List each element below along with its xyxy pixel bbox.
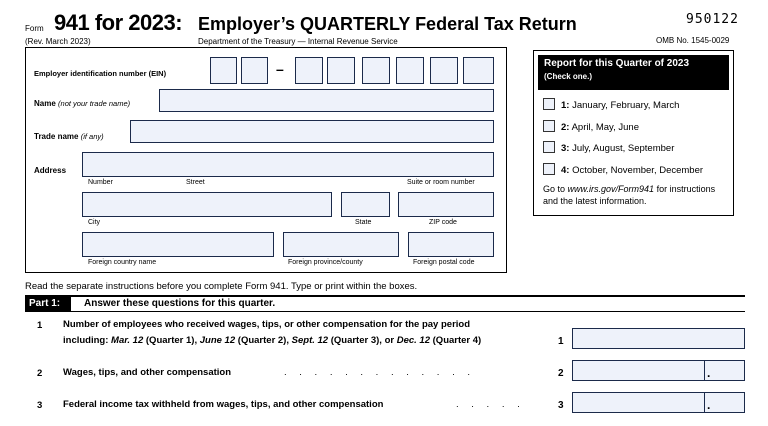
quarter-1-number: 1: bbox=[561, 100, 570, 111]
name-label bbox=[34, 99, 130, 108]
ein-digit-4[interactable] bbox=[327, 57, 355, 84]
quarter-3-label bbox=[561, 143, 674, 154]
line-1-q1: (Quarter 1), bbox=[145, 335, 198, 346]
ein-digit-6[interactable] bbox=[396, 57, 424, 84]
line-1-text: Number of employees who received wages, tips, or other compensation for the pay period bbox=[63, 319, 471, 330]
irs-link[interactable]: www.irs.gov/Form941 bbox=[567, 184, 655, 194]
zip-caption: ZIP code bbox=[429, 219, 457, 226]
street-caption: Street bbox=[186, 179, 205, 186]
ein-digit-8[interactable] bbox=[463, 57, 494, 84]
line-1-q4: (Quarter 4) bbox=[432, 335, 482, 346]
part1-rule bbox=[25, 295, 745, 297]
suite-caption: Suite or room number bbox=[407, 179, 475, 186]
name-field[interactable] bbox=[159, 89, 494, 112]
quarter-2-text: April, May, June bbox=[571, 122, 639, 133]
ein-digit-1[interactable] bbox=[210, 57, 237, 84]
foreign-postal-field[interactable] bbox=[408, 232, 494, 257]
quarter-header bbox=[538, 55, 729, 90]
line-1-sep: Sept. 12 bbox=[291, 335, 329, 346]
quarter-4-text: October, November, December bbox=[572, 165, 704, 176]
quarter-3-text: July, August, September bbox=[572, 143, 675, 154]
line-1-number: 1 bbox=[37, 320, 43, 331]
line-3-text: Federal income tax withheld from wages, tips, and other compensation bbox=[63, 399, 384, 410]
line-2-decimal: . bbox=[707, 366, 711, 380]
quarter-2-checkbox[interactable] bbox=[543, 120, 555, 132]
trade-name-label-text: Trade name bbox=[34, 132, 79, 141]
ein-digit-7[interactable] bbox=[430, 57, 458, 84]
foreign-country-field[interactable] bbox=[82, 232, 274, 257]
foreign-postal-caption: Foreign postal code bbox=[413, 259, 475, 266]
line-3-cents-divider bbox=[704, 392, 705, 413]
quarter-1-checkbox[interactable] bbox=[543, 98, 555, 110]
line-3-decimal: . bbox=[707, 398, 711, 412]
line-2-cents-divider bbox=[704, 360, 705, 381]
line-3-leader-dots: . . . . . bbox=[456, 399, 525, 410]
trade-name-hint: (if any) bbox=[80, 132, 104, 141]
foreign-province-caption: Foreign province/county bbox=[288, 259, 363, 266]
ein-digit-3[interactable] bbox=[295, 57, 323, 84]
line-2-number: 2 bbox=[37, 368, 43, 379]
goto-prefix: Go to bbox=[543, 184, 566, 194]
trade-name-field[interactable] bbox=[130, 120, 494, 143]
quarter-4-checkbox[interactable] bbox=[543, 163, 555, 175]
line-1-dec: Dec. 12 bbox=[396, 335, 430, 346]
department-label: Department of the Treasury — Internal Revenue Service bbox=[198, 37, 398, 46]
ein-dash: – bbox=[276, 61, 284, 77]
line-2-text: Wages, tips, and other compensation bbox=[63, 367, 232, 378]
part1-title: Answer these questions for this quarter. bbox=[84, 298, 276, 309]
quarter-4-label bbox=[561, 165, 703, 176]
name-hint: (not your trade name) bbox=[58, 99, 131, 108]
quarter-3-checkbox[interactable] bbox=[543, 141, 555, 153]
line-1-including: including: bbox=[63, 335, 109, 346]
form-title: Employer’s QUARTERLY Federal Tax Return bbox=[198, 14, 577, 34]
ein-digit-5[interactable] bbox=[362, 57, 390, 84]
quarter-4-number: 4: bbox=[561, 165, 570, 176]
line-2-ref: 2 bbox=[558, 368, 564, 379]
line-3-ref: 3 bbox=[558, 400, 564, 411]
city-caption: City bbox=[88, 219, 101, 226]
ein-digit-2[interactable] bbox=[241, 57, 268, 84]
line-3-withholding-field[interactable] bbox=[572, 392, 745, 413]
number-caption: Number bbox=[88, 179, 113, 186]
form-number: 941 for 2023: bbox=[54, 10, 183, 35]
form-word: Form bbox=[25, 24, 44, 33]
state-caption: State bbox=[355, 219, 372, 226]
quarter-subtitle: (Check one.) bbox=[544, 72, 593, 81]
part1-bottom-rule bbox=[25, 311, 745, 312]
ein-label: Employer identification number (EIN) bbox=[34, 69, 167, 78]
zip-field[interactable] bbox=[398, 192, 494, 217]
instructions-text: Read the separate instructions before you complete Form 941. Type or print within the boxes. bbox=[25, 281, 418, 292]
quarter-1-text: January, February, March bbox=[572, 100, 680, 111]
line-2-wages-field[interactable] bbox=[572, 360, 745, 381]
foreign-country-caption: Foreign country name bbox=[88, 259, 157, 266]
quarter-title: Report for this Quarter of 2023 bbox=[544, 58, 690, 69]
line-3-number: 3 bbox=[37, 400, 43, 411]
barcode-number: 950122 bbox=[686, 12, 739, 27]
quarter-3-number: 3: bbox=[561, 143, 570, 154]
line-1-mar: Mar. 12 bbox=[111, 335, 144, 346]
line-1-ref: 1 bbox=[558, 336, 564, 347]
omb-number: OMB No. 1545-0029 bbox=[656, 36, 730, 45]
irs-instructions-note bbox=[543, 184, 729, 207]
revision-date: (Rev. March 2023) bbox=[25, 37, 91, 46]
line-1-text-continued bbox=[63, 335, 481, 346]
line-2-leader-dots: . . . . . . . . . . . . . bbox=[284, 367, 475, 378]
address-label: Address bbox=[34, 166, 67, 175]
part1-label: Part 1: bbox=[25, 297, 71, 311]
quarter-2-label bbox=[561, 122, 639, 133]
state-field[interactable] bbox=[341, 192, 390, 217]
line-1-q2: (Quarter 2), bbox=[237, 335, 289, 346]
foreign-province-field[interactable] bbox=[283, 232, 399, 257]
quarter-1-label bbox=[561, 100, 679, 111]
line-1-q3: (Quarter 3), or bbox=[330, 335, 395, 346]
quarter-2-number: 2: bbox=[561, 122, 570, 133]
line-1-employee-count-field[interactable] bbox=[572, 328, 745, 349]
line-1-jun: June 12 bbox=[199, 335, 236, 346]
goto-suffix: for instructions and the latest information. bbox=[543, 184, 716, 206]
name-label-text: Name bbox=[34, 99, 56, 108]
street-address-field[interactable] bbox=[82, 152, 494, 177]
trade-name-label bbox=[34, 132, 104, 141]
city-field[interactable] bbox=[82, 192, 332, 217]
